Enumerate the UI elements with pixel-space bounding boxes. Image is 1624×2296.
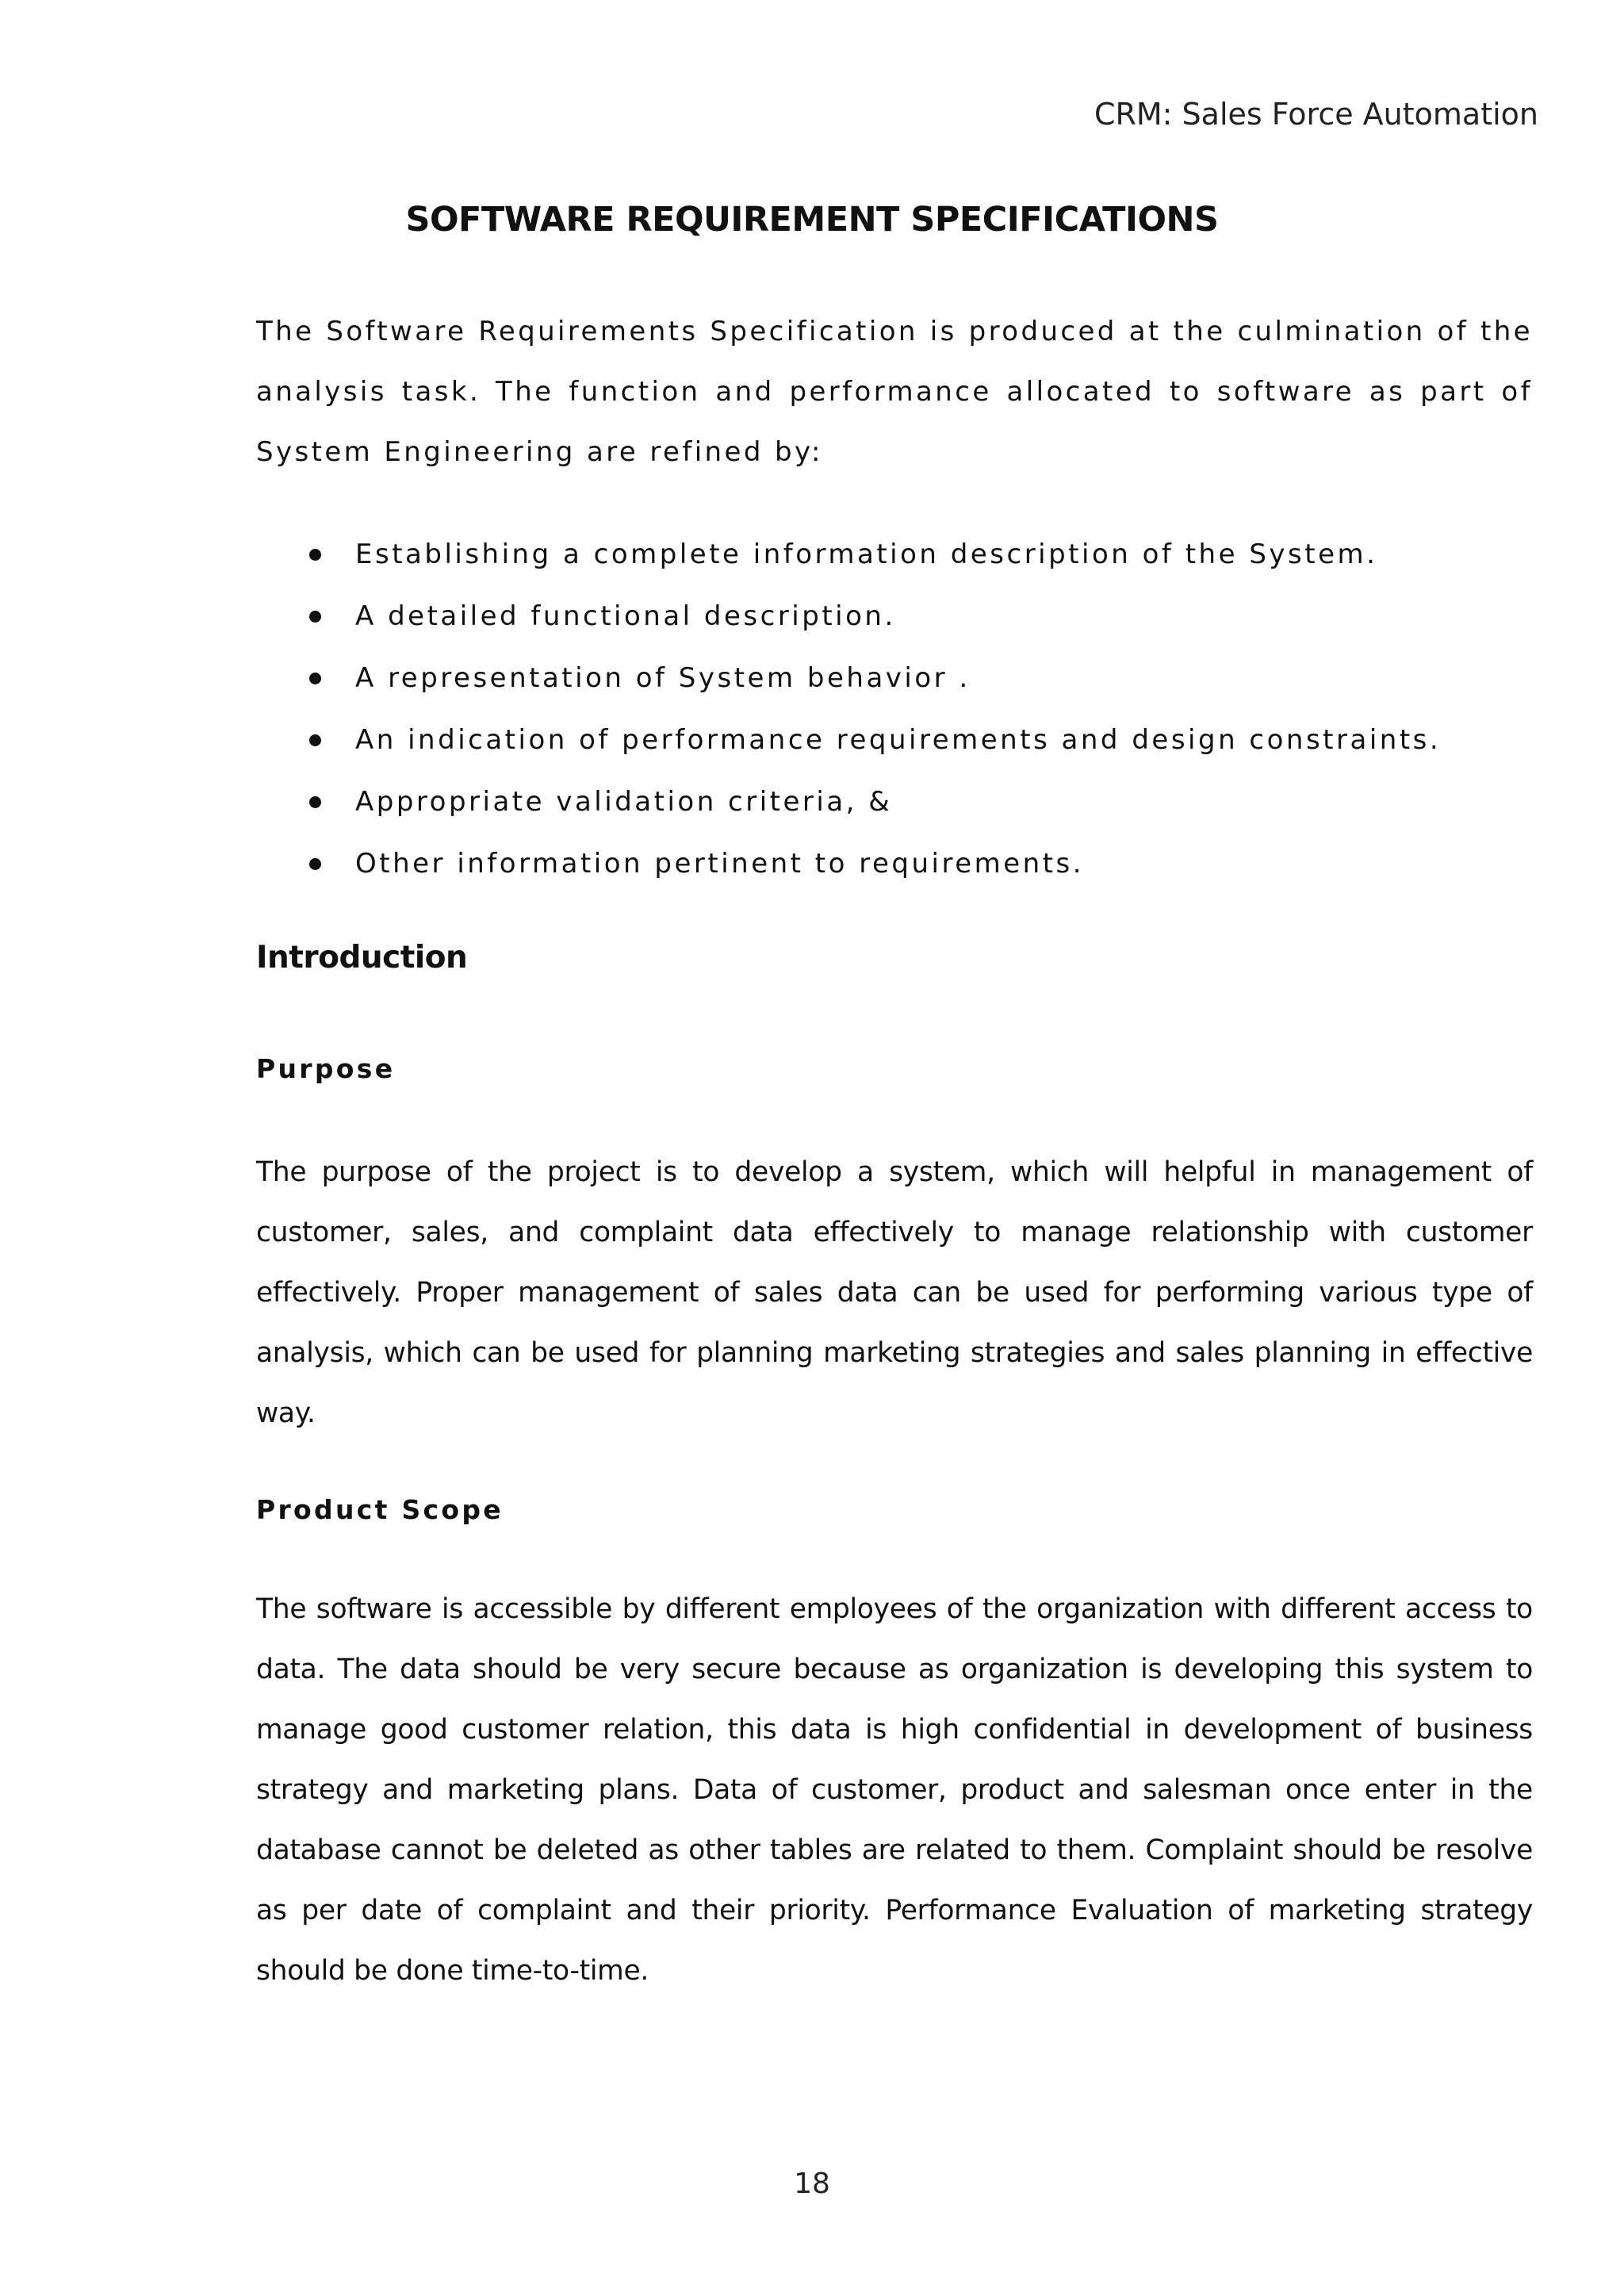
list-item xyxy=(303,833,1441,895)
list-item xyxy=(303,647,1441,709)
intro-paragraph: The Software Requirements Specification is produced at the culmination of the analysis task. The function and performance allocated to software as part of System Engineering are refined by: xyxy=(256,316,1533,468)
section-heading-introduction: Introduction xyxy=(256,940,468,976)
bullet-icon xyxy=(309,734,321,746)
list-item-text: A representation of System behavior . xyxy=(355,662,971,694)
list-item xyxy=(303,709,1441,771)
bullet-icon xyxy=(309,673,321,684)
bullet-icon xyxy=(309,611,321,623)
bullet-icon xyxy=(309,549,321,561)
bullet-icon xyxy=(309,796,321,808)
product-scope-paragraph: The software is accessible by different employees of the organization with different access to data. The data should be very secure because as organization is developing this system to manage good customer relation, this data is high confidential in development of business strategy and marketing plans. Data of customer, product and salesman once enter in the database cannot be deleted as other tables are related to them. Complaint should be resolve as per date of complaint and their priority. Performance Evaluation of marketing strategy should be done time-to-time. xyxy=(256,1593,1533,1987)
subheading-purpose: Purpose xyxy=(256,1053,396,1084)
list-item-text: Establishing a complete information description of the System. xyxy=(355,539,1378,570)
page-number: 18 xyxy=(794,2168,830,2200)
list-item xyxy=(303,585,1441,647)
purpose-paragraph: The purpose of the project is to develop a system, which will helpful in management of customer, sales, and complaint data effectively to manage relationship with customer effectively. Proper management of sales data can be used for performing various type of analysis, which can be used for planning marketing strategies and sales planning in effective way. xyxy=(256,1156,1533,1429)
page-title: SOFTWARE REQUIREMENT SPECIFICATIONS xyxy=(405,200,1219,240)
requirements-bullet-list xyxy=(303,523,1441,895)
subheading-product-scope: Product Scope xyxy=(256,1494,504,1525)
bullet-icon xyxy=(309,858,321,870)
list-item xyxy=(303,523,1441,585)
list-item xyxy=(303,771,1441,833)
running-header: CRM: Sales Force Automation xyxy=(1094,97,1538,132)
list-item-text: Appropriate validation criteria, & xyxy=(355,786,893,818)
list-item-text: A detailed functional description. xyxy=(355,600,896,632)
list-item-text: An indication of performance requirements and design constraints. xyxy=(355,724,1442,756)
list-item-text: Other information pertinent to requirements. xyxy=(355,848,1085,880)
